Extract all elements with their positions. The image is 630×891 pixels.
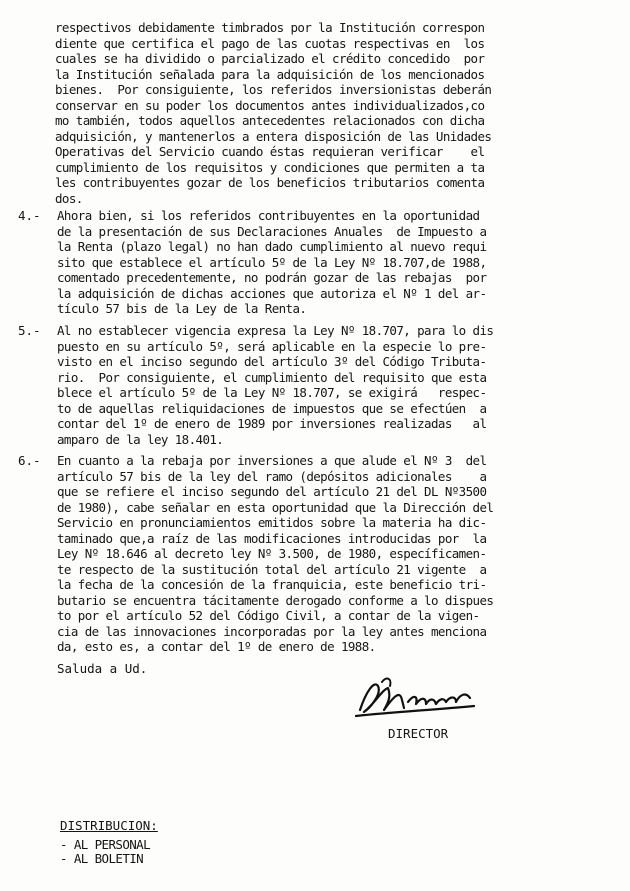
item-5-number: 5.- [18, 323, 41, 338]
text-line: to de aquellas reliquidaciones de impuestos que se efectúen a [57, 400, 487, 416]
item-4-text [57, 208, 486, 317]
text-line: butario se encuentra tácitamente derogado conforme a lo dispues [57, 592, 494, 608]
text-line: dos. [55, 190, 83, 206]
text-line: les contribuyentes gozar de los beneficios tributarios comenta [55, 175, 485, 190]
text-line: conservar en su poder los documentos antes individualizados,co [55, 97, 485, 113]
text-line: te respecto de la sustitución total del artículo 21 vigente a [57, 561, 487, 577]
text-line: to por el artículo 52 del Código Civil, a contar de la vigen- [57, 608, 480, 623]
text-line: la adquisición de dichas acciones que autoriza el Nº 1 del ar- [57, 285, 487, 301]
text-line: rio. Por consiguiente, el cumplimiento del requisito que esta [57, 369, 487, 385]
text-line: En cuanto a la rebaja por inversiones a que alude el Nº 3 del [57, 453, 487, 468]
text-line: comentado precedentemente, no podrán gozar de las rebajas por [57, 270, 487, 285]
text-line: visto en el inciso segundo del artículo 3º del Código Tributa- [57, 354, 487, 369]
item-5-text [57, 323, 493, 447]
text-line: Servicio en pronunciamientos emitidos sobre la materia ha dic- [57, 515, 487, 530]
item-6-text [57, 453, 493, 655]
text-line: mo también, todos aquellos antecedentes relacionados con dicha [55, 113, 485, 128]
text-line: contar del 1º de enero de 1989 por inversiones realizadas al [57, 416, 487, 431]
distribution-title: DISTRIBUCION: [60, 818, 158, 833]
text-line: blece el artículo 5º de la Ley Nº 18.707, se exigirá respec- [57, 385, 487, 400]
text-line: adquisición, y mantenerlos a entera disposición de las Unidades [55, 128, 492, 144]
text-line: cia de las innovaciones incorporadas por la ley antes menciona [57, 623, 487, 639]
text-line: cumplimiento de los requisitos y condiciones que permiten a ta [55, 159, 485, 175]
item-4-number: 4.- [18, 208, 41, 223]
closing-greeting: Saluda a Ud. [57, 661, 148, 676]
text-line: Al no establecer vigencia expresa la Ley Nº 18.707, para lo dis [57, 323, 494, 338]
text-line: cuales se ha dividido o parcializado el crédito concedido por [55, 51, 485, 66]
text-line: artículo 57 bis de la ley del ramo (depósitos adicionales a [57, 468, 487, 484]
signatory-title: DIRECTOR [388, 726, 449, 741]
text-line: la fecha de la concesión de la franquicia, este beneficio tri- [57, 577, 487, 592]
text-line: diente que certifica el pago de las cuotas respectivas en los [55, 35, 485, 51]
text-line: que se refiere el inciso segundo del artículo 21 del DL Nº3500 [57, 484, 487, 499]
text-line: Ley Nº 18.646 al decreto ley Nº 3.500, de 1980, específicamen- [57, 546, 487, 561]
text-line: da, esto es, a contar del 1º de enero de 1988. [57, 639, 376, 654]
text-line: la Institución señalada para la adquisición de los mencionados [55, 66, 485, 82]
distribution-list [60, 838, 150, 866]
text-line: de 1980), cabe señalar en esta oportunidad que la Dirección del [57, 499, 494, 515]
intro-paragraph [55, 20, 491, 206]
text-line: de la presentación de sus Declaraciones Anuales de Impuesto a [57, 223, 487, 239]
text-line: puesto en su artículo 5º, será aplicable en la especie lo pre- [57, 338, 487, 354]
text-line: amparo de la ley 18.401. [57, 431, 224, 447]
text-line: taminado que,a raíz de las modificaciones introducidas por la [57, 530, 487, 546]
text-line: - AL BOLETIN [60, 851, 144, 866]
item-6-number: 6.- [18, 453, 41, 468]
text-line: - AL PERSONAL [60, 837, 151, 852]
text-line: bienes. Por consiguiente, los referidos inversionistas deberán [55, 82, 492, 97]
text-line: tículo 57 bis de la Ley de la Renta. [57, 301, 307, 316]
text-line: Operativas del Servicio cuando éstas requieran verificar el [55, 144, 485, 159]
text-line: sito que establece el artículo 5º de la Ley Nº 18.707,de 1988, [57, 254, 487, 270]
text-line: la Renta (plazo legal) no han dado cumplimiento al nuevo requi [57, 239, 487, 254]
handwritten-signature [352, 672, 492, 722]
text-line: Ahora bien, si los referidos contribuyentes en la oportunidad [57, 208, 480, 223]
text-line: respectivos debidamente timbrados por la Institución correspon [55, 20, 485, 35]
